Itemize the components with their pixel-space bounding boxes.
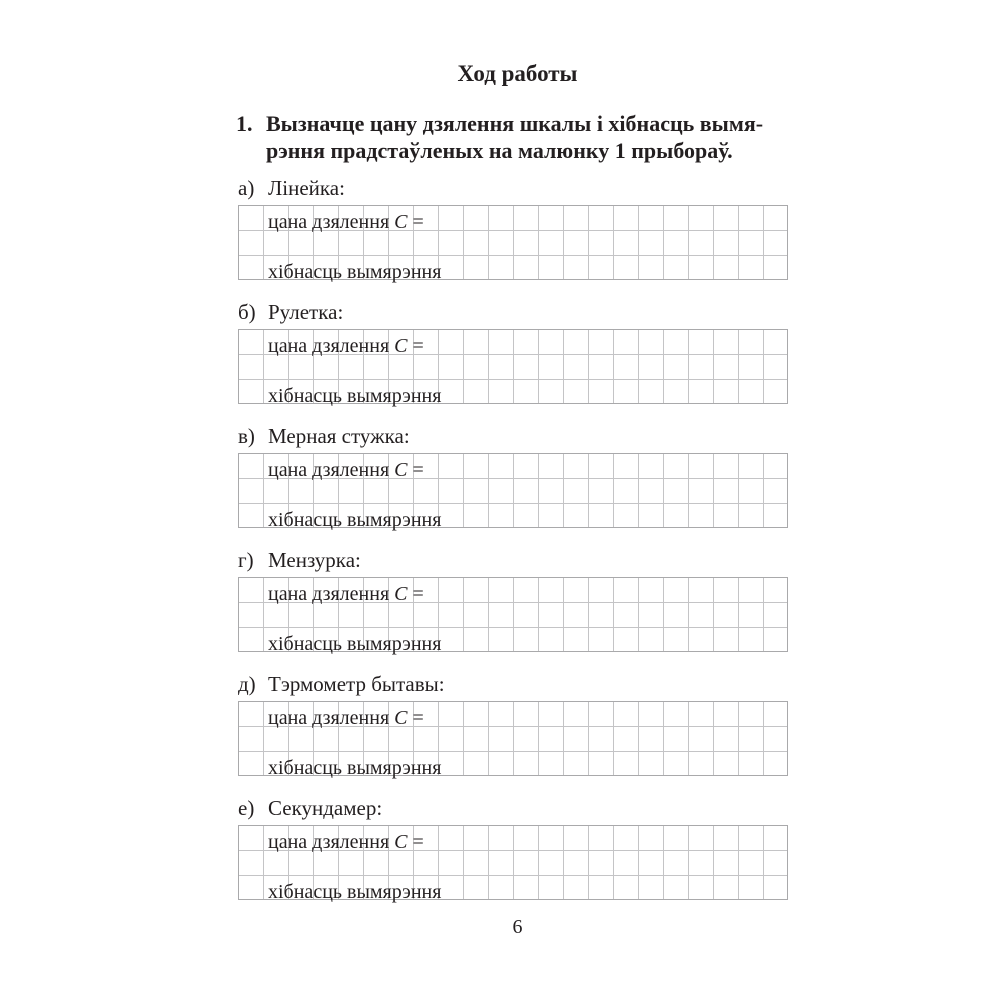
section-name: Секундамер: (268, 796, 383, 820)
section-measuring-cylinder (238, 547, 790, 671)
answer-grid[interactable] (238, 453, 788, 531)
equals-sign: = (407, 335, 424, 357)
scale-division-line (268, 335, 424, 357)
section-label (238, 547, 361, 573)
measurement-error-label: хібнасць вымярэння (268, 757, 442, 779)
answer-grid[interactable] (238, 205, 788, 283)
page-title: Ход работы (457, 61, 578, 86)
answer-grid[interactable] (238, 329, 788, 407)
section-stopwatch (238, 795, 790, 919)
equals-sign: = (407, 583, 424, 605)
section-name: Мензурка: (268, 548, 361, 572)
measurement-error-label: хібнасць вымярэння (268, 633, 442, 655)
answer-grid[interactable] (238, 577, 788, 655)
page-number: 6 (512, 916, 523, 938)
section-letter: г) (238, 548, 254, 572)
measurement-error-label: хібнасць вымярэння (268, 385, 442, 407)
section-thermometer (238, 671, 790, 795)
scale-division-line (268, 459, 424, 481)
section-measuring-tape (238, 423, 790, 547)
section-label (238, 423, 410, 449)
section-letter: е) (238, 796, 255, 820)
section-name: Лінейка: (268, 176, 345, 200)
section-letter: в) (238, 424, 255, 448)
section-ruler (238, 175, 790, 299)
measurement-error-line (268, 881, 441, 903)
equals-sign: = (407, 831, 424, 853)
section-letter: б) (238, 300, 256, 324)
scale-division-line (268, 831, 424, 853)
equals-sign: = (407, 211, 424, 233)
scale-division-symbol: C (394, 831, 408, 853)
scale-division-label: цана дзялення (268, 583, 395, 605)
measurement-error-label: хібнасць вымярэння (268, 509, 442, 531)
section-letter: д) (238, 672, 256, 696)
measurement-error-line (268, 261, 441, 283)
section-label (238, 175, 345, 201)
section-label (238, 299, 343, 325)
measurement-error-label: хібнасць вымярэння (268, 261, 442, 283)
scale-division-label: цана дзялення (268, 831, 395, 853)
measurement-error-line (268, 633, 441, 655)
section-label (238, 671, 445, 697)
equals-sign: = (407, 707, 424, 729)
answer-grid[interactable] (238, 825, 788, 903)
scale-division-line (268, 211, 424, 233)
scale-division-label: цана дзялення (268, 707, 395, 729)
scale-division-line (268, 583, 424, 605)
scale-division-label: цана дзялення (268, 211, 395, 233)
scale-division-symbol: C (394, 707, 408, 729)
scale-division-symbol: C (394, 211, 408, 233)
answer-grid[interactable] (238, 701, 788, 779)
section-name: Тэрмометр бытавы: (268, 672, 445, 696)
section-name: Мерная стужка: (268, 424, 410, 448)
measurement-error-line (268, 757, 441, 779)
scale-division-label: цана дзялення (268, 335, 395, 357)
scale-division-line (268, 707, 424, 729)
equals-sign: = (407, 459, 424, 481)
section-label (238, 795, 382, 821)
scale-division-symbol: C (394, 459, 408, 481)
section-name: Рулетка: (268, 300, 344, 324)
task-statement (236, 110, 796, 164)
scale-division-symbol: C (394, 583, 408, 605)
task-text: Вызначце цану дзялення шкалы і хібнасць вымя-рэння прадстаўленых на малюнку 1 прыбораў. (266, 111, 764, 163)
section-tape-measure (238, 299, 790, 423)
measurement-error-line (268, 385, 441, 407)
measurement-error-line (268, 509, 441, 531)
section-letter: а) (238, 176, 255, 200)
measurement-error-label: хібнасць вымярэння (268, 881, 442, 903)
scale-division-symbol: C (394, 335, 408, 357)
task-number: 1. (236, 111, 253, 136)
scale-division-label: цана дзялення (268, 459, 395, 481)
